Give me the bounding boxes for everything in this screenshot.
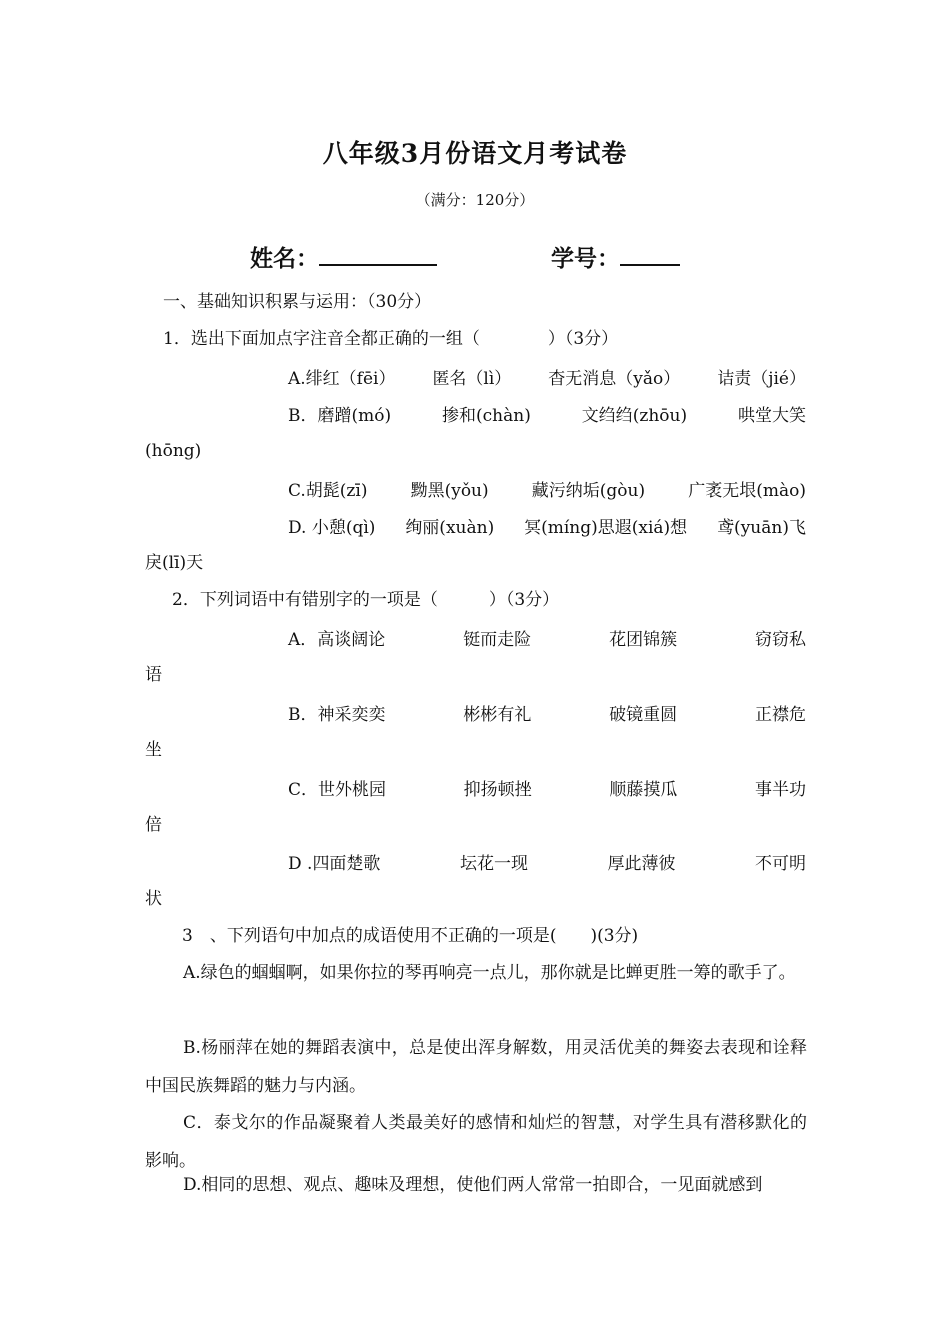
id-label: 学号： <box>551 245 620 272</box>
q1-d-item: 冥(míng)思遐(xiá)想 <box>524 518 688 538</box>
page-title: 八年级3月份语文月考试卷 <box>322 139 628 168</box>
name-label: 姓名： <box>250 245 319 272</box>
q2-option-a-wrap: 语 <box>145 665 162 685</box>
q2-a-item: 花团锦簇 <box>609 630 678 650</box>
q1-b-item: 哄堂大笑 <box>737 406 806 426</box>
q1-c-item: 广袤无垠(mào) <box>688 481 806 501</box>
question-2-stem: 2．下列词语中有错别字的一项是（ ）（3分） <box>172 590 560 610</box>
q3-option-d[interactable]: D.相同的思想、观点、趣味及理想，使他们两人常常一拍即合，一见面就感到 <box>183 1175 763 1195</box>
q2-option-b[interactable] <box>288 700 806 725</box>
q3-option-b[interactable]: B.杨丽萍在她的舞蹈表演中，总是使出浑身解数，用灵活优美的舞姿去表现和诠释中国民族舞蹈的魅力与内涵。 <box>145 1038 807 1096</box>
q2-b-item: 正襟危 <box>754 705 806 725</box>
q1-c-item: 黝黑(yǒu) <box>410 481 489 501</box>
id-blank[interactable] <box>620 244 680 266</box>
q1-option-b-wrap: (hōng) <box>145 441 202 461</box>
q2-b-item: B．神采奕奕 <box>288 705 386 725</box>
q1-a-item: 诘责（jié） <box>717 369 806 389</box>
student-id-field <box>551 240 680 273</box>
name-blank[interactable] <box>319 244 437 266</box>
q2-a-item: A．高谈阔论 <box>288 630 386 650</box>
q1-option-d-wrap: 戾(lī)天 <box>145 553 204 573</box>
q1-option-d[interactable] <box>288 513 806 538</box>
q2-c-item: 顺藤摸瓜 <box>609 780 678 800</box>
q1-d-item: 绚丽(xuàn) <box>405 518 495 538</box>
q2-d-item: D .四面楚歌 <box>288 854 381 874</box>
q2-option-c[interactable] <box>288 775 806 800</box>
q2-c-item: 抑扬顿挫 <box>463 780 532 800</box>
q3-option-c[interactable]: C．泰戈尔的作品凝聚着人类最美好的感情和灿烂的智慧，对学生具有潜移默化的影响。 <box>145 1113 807 1171</box>
q2-d-item: 坛花一现 <box>459 854 528 874</box>
name-field <box>250 240 437 273</box>
question-3-stem: 3 、下列语句中加点的成语使用不正确的一项是( )(3分) <box>182 926 639 946</box>
section-heading: 一、基础知识积累与运用：（30分） <box>163 292 432 312</box>
q3-option-a[interactable]: A.绿色的蝈蝈啊，如果你拉的琴再响亮一点儿，那你就是比蝉更胜一筹的歌手了。 <box>183 963 796 983</box>
q2-option-c-wrap: 倍 <box>145 815 162 835</box>
question-1-stem: 1．选出下面加点字注音全都正确的一组（ ）（3分） <box>163 329 619 349</box>
q2-option-d-wrap: 状 <box>145 889 162 909</box>
full-score-note: （满分：120分） <box>415 191 535 209</box>
q2-c-item: C．世外桃园 <box>288 780 387 800</box>
q2-c-item: 事半功 <box>754 780 806 800</box>
q1-a-item: 杳无消息（yǎo） <box>548 369 681 389</box>
q1-option-c[interactable] <box>288 476 806 501</box>
q1-d-item: 鸢(yuān)飞 <box>717 518 806 538</box>
q1-option-a[interactable] <box>288 364 806 389</box>
q1-a-item: A.绯红（fēi） <box>288 369 396 389</box>
q2-d-item: 厚此薄彼 <box>607 854 676 874</box>
q1-b-item: 掺和(chàn) <box>442 406 531 426</box>
q1-d-item: D. 小憩(qì) <box>288 518 376 538</box>
q2-option-a[interactable] <box>288 625 806 650</box>
q2-a-item: 铤而走险 <box>463 630 532 650</box>
q2-b-item: 破镜重圆 <box>609 705 678 725</box>
q1-c-item: C.胡髭(zī) <box>288 481 368 501</box>
q2-option-b-wrap: 坐 <box>145 740 162 760</box>
q1-a-item: 匿名（lì） <box>432 369 512 389</box>
q1-b-item: B．磨蹭(mó) <box>288 406 392 426</box>
q1-c-item: 藏污纳垢(gòu) <box>531 481 646 501</box>
q2-option-d[interactable] <box>288 849 806 874</box>
q1-b-item: 文绉绉(zhōu) <box>581 406 688 426</box>
q2-a-item: 窃窃私 <box>755 630 806 650</box>
q1-option-b[interactable] <box>288 401 806 426</box>
q2-b-item: 彬彬有礼 <box>463 705 532 725</box>
q2-d-item: 不可明 <box>754 854 806 874</box>
